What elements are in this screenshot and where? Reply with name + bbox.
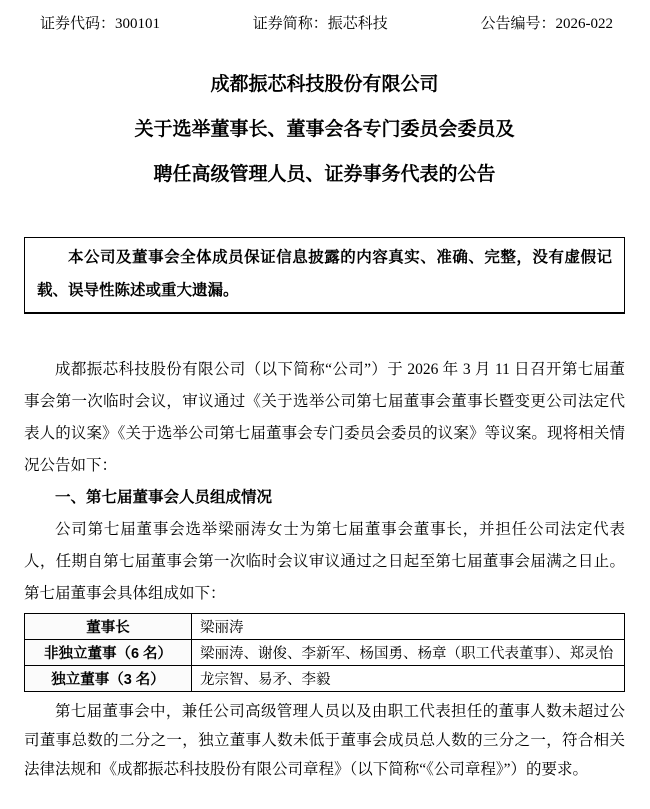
role-cell: 非独立董事（6 名）	[25, 640, 192, 666]
compliance-paragraph: 第七届董事会中，兼任公司高级管理人员以及由职工代表担任的董事人数未超过公司董事总数的二分之一，独立董事人数未低于董事会成员总人数的三分之一，符合相关法律法规和《成都振芯科技股份有限公司章程》（以下简称“《公司章程》”）的要求。	[24, 703, 625, 778]
securities-info-header	[24, 14, 625, 34]
role-cell: 董事长	[25, 614, 192, 640]
announcement-number: 公告编号：2026-022	[480, 16, 613, 32]
section-1-heading: 一、第七届董事会人员组成情况	[55, 489, 273, 506]
title-line-company: 成都振芯科技股份有限公司	[210, 74, 439, 95]
role-cell: 独立董事（3 名）	[25, 666, 192, 692]
section-1-paragraph: 公司第七届董事会选举梁丽涛女士为第七届董事会董事长，并担任公司法定代表人，任期自第七届董事会第一次临时会议审议通过之日起至第七届董事会届满之日止。第七届董事会具体组成如下：	[24, 521, 625, 602]
disclaimer-box	[24, 237, 625, 314]
table-row-chairman	[25, 614, 625, 640]
intro-paragraph: 成都振芯科技股份有限公司（以下简称“公司”）于 2026 年 3 月 11 日召开第七届董事会第一次临时会议，审议通过《关于选举公司第七届董事会董事长暨变更公司法定代表人的议案》《关于选举公司第七届董事会专门委员会委员的议案》等议案。现将相关情况公告如下：	[24, 361, 625, 474]
members-cell: 梁丽涛	[192, 614, 625, 640]
disclaimer-text: 本公司及董事会全体成员保证信息披露的内容真实、准确、完整，没有虚假记载、误导性陈述或重大遗漏。	[37, 249, 612, 299]
table-row-independent-directors	[25, 666, 625, 692]
stock-short-name: 证券简称：振芯科技	[252, 16, 388, 32]
title-line-subject-2: 聘任高级管理人员、证券事务代表的公告	[153, 164, 496, 185]
board-composition-table	[24, 613, 625, 692]
table-row-non-independent-directors	[25, 640, 625, 666]
members-cell: 梁丽涛、谢俊、李新军、杨国勇、杨章（职工代表董事）、郑灵怡	[192, 640, 625, 666]
title-line-subject-1: 关于选举董事长、董事会各专门委员会委员及	[134, 119, 515, 140]
stock-code: 证券代码：300101	[40, 16, 161, 32]
announcement-body	[24, 354, 625, 784]
members-cell: 龙宗智、易矛、李毅	[192, 666, 625, 692]
document-title	[24, 62, 625, 197]
